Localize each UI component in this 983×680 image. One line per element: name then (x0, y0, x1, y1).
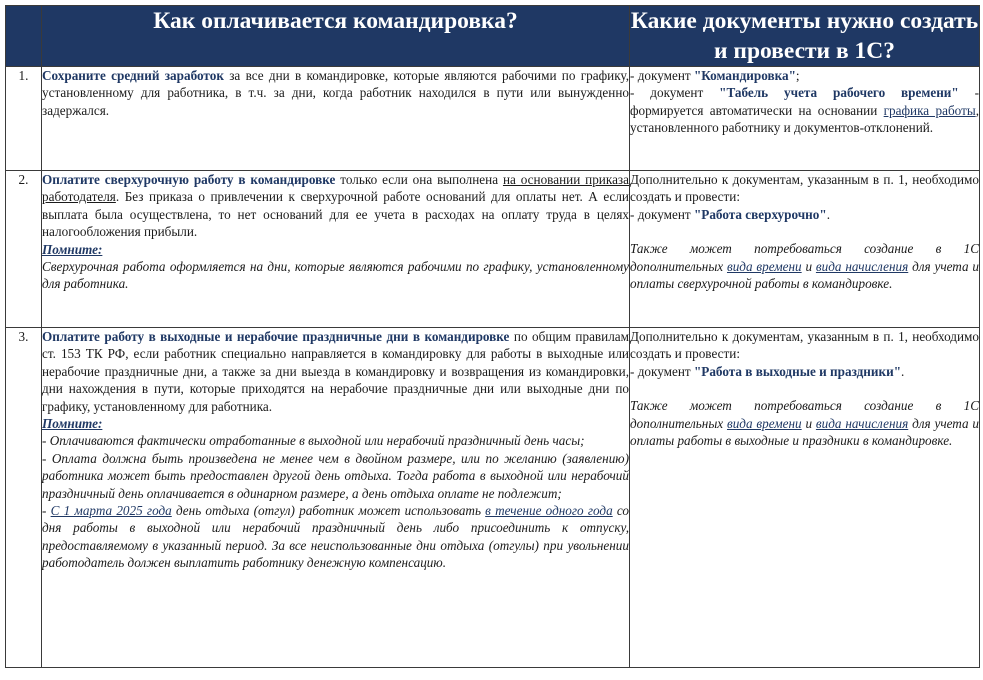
row-number: 3. (6, 328, 42, 668)
remember-label: Помните: (42, 241, 103, 257)
remember-label: Помните: (42, 416, 103, 432)
remember-item (42, 502, 629, 572)
accrual-type-link[interactable]: вида начисления (815, 415, 909, 431)
doc-prefix: - документ (630, 206, 694, 222)
doc-note-end: , установленного работнику и документов-отклонений. (630, 102, 979, 136)
row-number: 1. (6, 67, 42, 171)
payment-text (42, 67, 629, 119)
doc-prefix: - документ (630, 68, 694, 83)
header-number-cell (6, 6, 42, 67)
payment-lead: Оплатите работу в выходные и нерабочие праздничные дни в командировке (42, 329, 510, 344)
remember-text: Сверхурочная работа оформляется на дни, которые являются рабочими по графику, установленному для работника. (42, 259, 629, 292)
payment-cell (42, 67, 630, 171)
table-row (6, 67, 980, 171)
payment-lead: Оплатите сверхурочную работу в командировке (42, 172, 336, 187)
doc-prefix: - документ (630, 85, 720, 101)
documents-cell (630, 171, 980, 328)
document-page (5, 5, 979, 675)
documents-intro: Дополнительно к документам, указанным в п. 1, необходимо создать и провести: (630, 172, 979, 205)
setup-prefix: Также может потребоваться создание в 1С дополнительных (630, 241, 979, 274)
payment-cell (42, 171, 630, 328)
documents-intro: Дополнительно к документам, указанным в п. 1, необходимо создать и провести: (630, 329, 979, 362)
time-type-link[interactable]: вида времени (726, 415, 802, 431)
spacer (630, 380, 979, 397)
setup-and: и (801, 415, 816, 431)
business-trip-table (5, 5, 980, 668)
payment-lead: Сохраните средний заработок (42, 68, 224, 83)
doc-suffix: . (901, 363, 905, 379)
doc-note: - формируется автоматически на основании (630, 85, 979, 118)
doc-name: "Командировка" (693, 68, 796, 83)
payment-body: за все дни в командировке, которые являются рабочими по графику, установленному для работника, в т.ч. за дни, когда работник находился в пути или вынужденно задержался. (42, 68, 629, 118)
spacer (630, 223, 979, 240)
payment-mid: только если она выполнена (335, 172, 503, 187)
documents-cell (630, 67, 980, 171)
setup-and: и (801, 258, 816, 274)
payment-cell (42, 328, 630, 668)
item-suffix: со дня работы в выходной или нерабочий праздничный день либо присоединить к отпуску, предоставляемому в указанный период. За все неиспользованные дни отдыха (отгулы) при увольнении работодатель должен выплатить работнику денежную компенсацию. (42, 503, 630, 571)
doc-name: "Работа в выходные и праздники" (693, 363, 902, 379)
payment-text (42, 328, 629, 415)
setup-suffix: для учета и оплаты сверхурочной работы в командировке. (630, 258, 980, 292)
table-row (6, 328, 980, 668)
march-2025-link[interactable]: С 1 марта 2025 года (50, 503, 172, 519)
doc-name: "Работа сверхурочно" (693, 206, 827, 222)
row-number: 2. (6, 171, 42, 328)
work-schedule-link[interactable]: графика работы (883, 102, 976, 118)
accrual-type-link[interactable]: вида начисления (815, 258, 909, 274)
doc-prefix: - документ (630, 363, 694, 379)
documents-line (630, 84, 979, 136)
doc-suffix: ; (795, 68, 800, 83)
header-how-paid: Как оплачивается командировка? (42, 6, 630, 67)
doc-suffix: . (826, 206, 830, 222)
additional-setup-text (630, 240, 979, 292)
item-prefix: - (42, 503, 51, 519)
documents-line (630, 363, 979, 380)
header-documents: Какие документы нужно создать и провести в 1С? (630, 6, 980, 67)
time-type-link[interactable]: вида времени (726, 258, 802, 274)
table-row (6, 171, 980, 328)
remember-item: - Оплачиваются фактически отработанные в выходной или нерабочий праздничный день часы; (42, 433, 585, 449)
payment-body: . Без приказа о привлечении к сверхурочной работе оснований для оплаты нет. А если выплата была осуществлена, то нет оснований для ее учета в расходах на оплату труда в целях налогообложения прибыли. (42, 189, 629, 240)
header-row (6, 6, 980, 67)
documents-line (630, 67, 979, 84)
employer-order-text: на основании приказа работодателя (42, 172, 629, 205)
documents-cell (630, 328, 980, 668)
setup-prefix: Также может потребоваться создание в 1С дополнительных (630, 398, 979, 431)
documents-line (630, 206, 979, 223)
additional-setup-text (630, 397, 979, 449)
setup-suffix: для учета и оплаты работы в выходные и праздники в командировке. (630, 415, 980, 449)
payment-text (42, 171, 629, 241)
one-year-link[interactable]: в течение одного года (485, 503, 613, 519)
item-mid: день отдыха (отгул) работник может использовать (171, 503, 486, 519)
remember-item: - Оплата должна быть произведена не менее чем в двойном размере, или по желанию (заявлению) работника может быть предоставлен другой день отдыха. Тогда работа в выходной или нерабочий праздничный день оплачивается в одинарном размере, а день отдыха оплате не подлежит; (42, 450, 629, 501)
payment-body: по общим правилам ст. 153 ТК РФ, если работник специально направляется в командировку для работы в выходные или нерабочие праздничные дни, а также за дни выезда в командировку и возвращения из командировки, дни нахождения в пути, которые приходятся на нерабочие праздничные дни или выходные дни по графику, установленному для работника. (42, 329, 629, 414)
doc-name: "Табель учета рабочего времени" (719, 85, 959, 101)
